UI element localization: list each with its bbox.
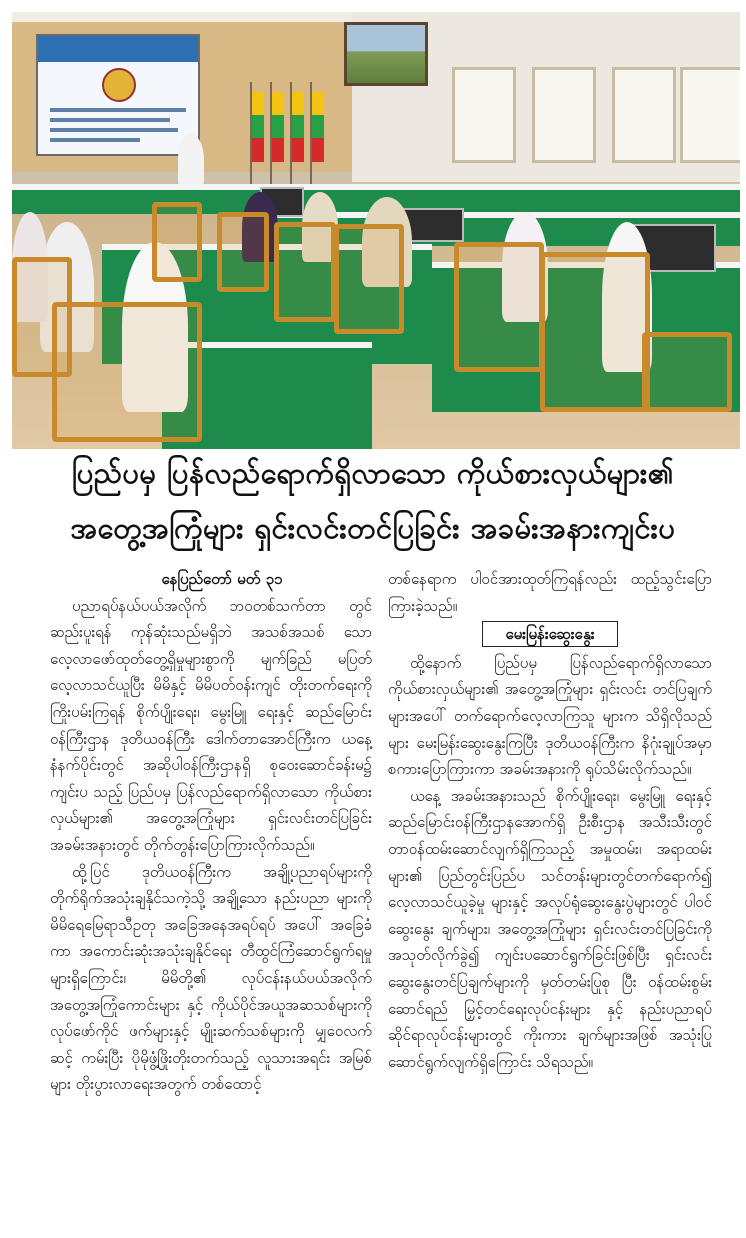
projection-screen — [36, 34, 200, 156]
headline-line-1: ပြည်ပမှ ပြန်လည်ရောက်ရှိလာသော ကိုယ်စားလှယ်များ၏ — [71, 456, 675, 490]
subheading-text: မေးမြန်းဆွေးနွေး — [482, 621, 617, 647]
paragraph: ထို့ပြင် ဒုတိယဝန်ကြီးက အချို့ပညာရပ်များကို တိုက်ရိုက်အသုံးချနိုင်သကဲ့သို့ အချို့သော နည်းပညာ များကို မိမိရေမြေရာသီဥတု အခြေအနေအရပ်ရပ် အပေါ် အခြေခံကာ အကောင်းဆုံးအသုံးချနိုင်ရေး တီထွင်ကြံဆောင်ရွက်ရမှုများရှိကြောင်း၊ မိမိတို့၏ လုပ်ငန်းနယ်ပယ်အလိုက် အတွေ့အကြုံကောင်းများ နှင့် ကိုယ်ပိုင်အယူအဆသစ်များကို လုပ်ဖော်ကိုင် ဖက်များနှင့် မျိုးဆက်သစ်များကို မျှဝေလက်ဆင့် ကမ်းပြီး ပိုမိုဖွံ့ဖြိုးတိုးတက်သည့် လူသားအရင်း အမြစ်များ တိုးပွားလာရေးအတွက် တစ်ထောင့် — [50, 862, 372, 1094]
flag — [312, 92, 324, 162]
chair — [454, 242, 544, 372]
flag — [252, 92, 264, 162]
chair — [274, 222, 336, 322]
chair — [217, 212, 269, 292]
speaker — [178, 134, 204, 186]
window — [452, 67, 516, 163]
paragraph-continuation: တစ်နေရာက ပါဝင်အားထုတ်ကြရန်လည်း ထည့်သွင်းပြောကြားခဲ့သည်။ — [388, 570, 712, 615]
paragraph: ယနေ့ အခမ်းအနားသည် စိုက်ပျိုးရေး၊ မွေးမြူ ရေးနှင့် ဆည်မြောင်းဝန်ကြီးဌာနအောက်ရှိ ဦးစီးဌာန အသီးသီးတွင် တာဝန်ထမ်းဆောင်လျက်ရှိကြသည့် အမှုထမ်း၊ အရာထမ်းများ၏ ပြည်တွင်းပြည်ပ သင်တန်းများတွင်တက်ရောက်၍ လေ့လာသင်ယူခဲ့မှု များနှင့် အလုပ်ရုံဆွေးနွေးပွဲများတွင် ပါဝင်ဆွေးနွေး ချက်များ၊ အတွေ့အကြုံများ ရှင်းလင်းတင်ပြခြင်းကို အသုတ်လိုက်ခွဲ၍ ကျင်းပဆောင်ရွက်ခြင်းဖြစ်ပြီး ရှင်းလင်းဆွေးနွေးတင်ပြချက်များကို မှတ်တမ်းပြုစု ပြီး ဝန်ထမ်းစွမ်းဆောင်ရည် မြှင့်တင်ရေးလုပ်ငန်းများ နှင့် နည်းပညာရပ်ဆိုင်ရာလုပ်ငန်းများတွင် ကိုးကား ချက်များအဖြစ် အသုံးပြုဆောင်ရွက်လျက်ရှိကြောင်း သိရသည်။ — [388, 786, 712, 1071]
headline-line-2: အတွေ့အကြုံများ ရှင်းလင်းတင်ပြခြင်း အခမ်းအနားကျင်းပ — [70, 511, 676, 545]
dateline: နေပြည်တော် မတ် ၃၁ — [161, 570, 283, 588]
flag — [272, 92, 284, 162]
chair — [12, 257, 72, 377]
article-column-left — [50, 566, 372, 1098]
side-table — [642, 332, 732, 412]
window — [612, 67, 676, 163]
flag — [292, 92, 304, 162]
window — [680, 67, 740, 163]
wall-painting — [344, 22, 428, 86]
chair — [334, 224, 404, 334]
chair — [540, 252, 650, 412]
subheading — [388, 621, 712, 648]
window — [532, 67, 596, 163]
chair — [52, 302, 202, 442]
paragraph: ထို့နောက် ပြည်ပမှ ပြန်လည်ရောက်ရှိလာသော ကိုယ်စားလှယ်များ၏ အတွေ့အကြုံများ ရှင်းလင်း တင်ပြချက်များအပေါ် တက်ရောက်လေ့လာကြသူ များက သိရှိလိုသည်များ မေးမြန်းဆွေးနွေးကြပြီး ဒုတိယဝန်ကြီးက နိဂုံးချုပ်အမှာစကားပြောကြားကာ အခမ်းအနားကို ရုပ်သိမ်းလိုက်သည်။ — [388, 653, 712, 779]
ministry-logo-icon — [102, 68, 136, 102]
paragraph: ပညာရပ်နယ်ပယ်အလိုက် ဘဝတစ်သက်တာ တွင်ဆည်းပူးရန် ကုန်ဆုံးသည်မရှိဘဲ အသစ်အသစ် သော လေ့လာဖော်ထုတ်တွေ့ရှိမှုများစွာကို မျက်ခြည် မပြတ် လေ့လာသင်ယူပြီး မိမိနှင့် မိမိပတ်ဝန်းကျင် တိုးတက်ရေးကို ကြိုးပမ်းကြရန် စိုက်ပျိုးရေး၊ မွေးမြူ ရေးနှင့် ဆည်မြောင်းဝန်ကြီးဌာန ဒုတိယဝန်ကြီး ဒေါက်တာအောင်ကြီးက ယနေ့နံနက်ပိုင်းတွင် အဆိုပါဝန်ကြီးဌာနရှိ စုဝေးဆောင်ခန်းမ၌ ကျင်းပ သည့် ပြည်ပမှ ပြန်လည်ရောက်ရှိလာသော ကိုယ်စား လှယ်များ၏ အတွေ့အကြုံများ ရှင်းလင်းတင်ပြခြင်း အခမ်းအနားတွင် တိုက်တွန်းပြောကြားလိုက်သည်။ — [50, 596, 372, 854]
article-column-right — [388, 566, 712, 1075]
chair — [152, 202, 202, 282]
news-photo — [12, 12, 740, 449]
